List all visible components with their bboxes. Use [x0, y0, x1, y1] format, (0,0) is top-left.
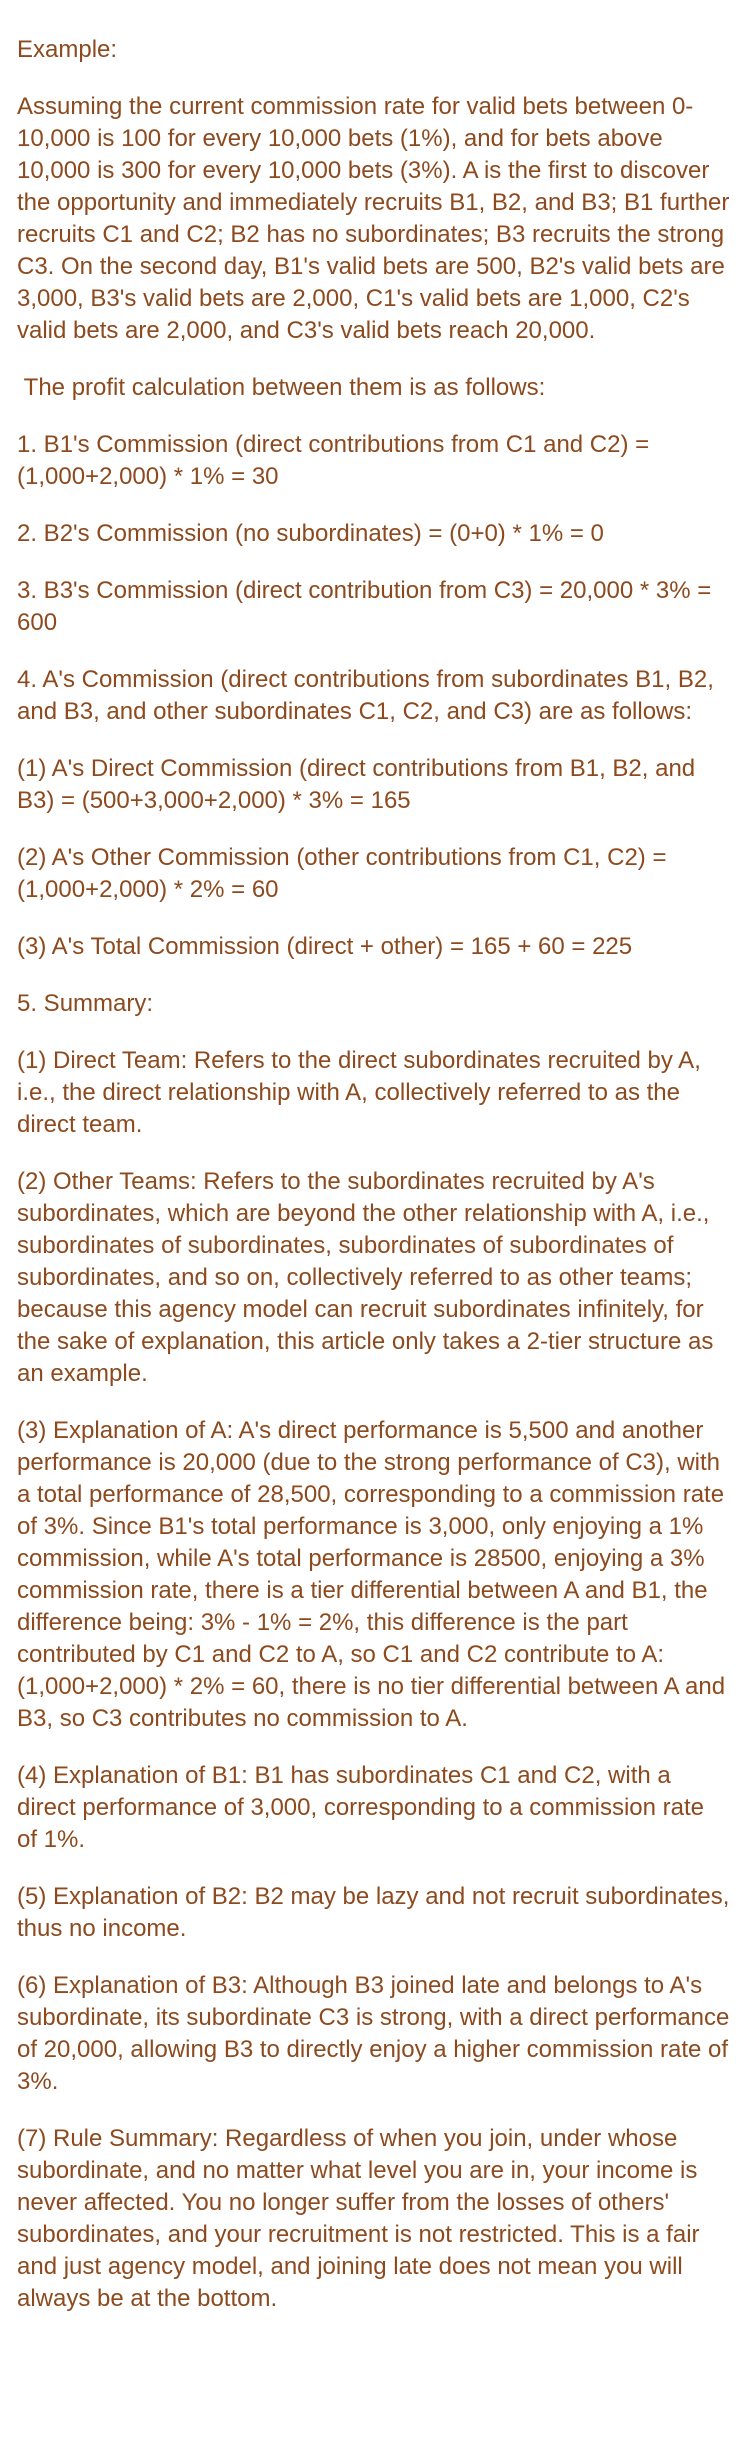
- paragraph: 2. B2's Commission (no subordinates) = (0+0) * 1% = 0: [17, 520, 604, 547]
- paragraph: The profit calculation between them is as follows:: [17, 374, 546, 401]
- document-heading: Example:: [17, 36, 118, 63]
- paragraph: 3. B3's Commission (direct contribution from C3) = 20,000 * 3% = 600: [17, 577, 718, 636]
- document-body: [17, 34, 737, 2315]
- paragraph: (4) Explanation of B1: B1 has subordinates C1 and C2, with a direct performance of 3,000, corresponding to a commission rate of 1%.: [17, 1762, 711, 1853]
- paragraph: (3) Explanation of A: A's direct performance is 5,500 and another performance is 20,000 (due to the strong performance of C3), with a total performance of 28,500, corresponding to a commission rate of 3%. Since B1's total performance is 3,000, only enjoying a 1% commission, while A's total performance is 28500, enjoying a 3% commission rate, there is a tier differential between A and B1, the difference being: 3% - 1% = 2%, this difference is the part contributed by C1 and C2 to A, so C1 and C2 contribute to A: (1,000+2,000) * 2% = 60, there is no tier differential between A and B3, so C3 contributes no commission to A.: [17, 1417, 732, 1732]
- paragraph: (3) A's Total Commission (direct + other) = 165 + 60 = 225: [17, 933, 633, 960]
- paragraph: (2) A's Other Commission (other contributions from C1, C2) = (1,000+2,000) * 2% = 60: [17, 844, 674, 903]
- paragraph: (1) A's Direct Commission (direct contributions from B1, B2, and B3) = (500+3,000+2,000) * 3% = 165: [17, 755, 702, 814]
- paragraph: (2) Other Teams: Refers to the subordinates recruited by A's subordinates, which are beyond the other relationship with A, i.e., subordinates of subordinates, subordinates of subordinates of subordinates, and so on, collectively referred to as other teams; because this agency model can recruit subordinates infinitely, for the sake of explanation, this article only takes a 2-tier structure as an example.: [17, 1168, 721, 1387]
- paragraph: (6) Explanation of B3: Although B3 joined late and belongs to A's subordinate, its subordinate C3 is strong, with a direct performance of 20,000, allowing B3 to directly enjoy a higher commission rate of 3%.: [17, 1972, 737, 2095]
- paragraph: (5) Explanation of B2: B2 may be lazy and not recruit subordinates, thus no income.: [17, 1883, 737, 1942]
- paragraph: 5. Summary:: [17, 990, 154, 1017]
- paragraph: (7) Rule Summary: Regardless of when you join, under whose subordinate, and no matter what level you are in, your income is never affected. You no longer suffer from the losses of others' subordinates, and your recruitment is not restricted. This is a fair and just agency model, and joining late does not mean you will always be at the bottom.: [17, 2125, 707, 2312]
- paragraph: (1) Direct Team: Refers to the direct subordinates recruited by A, i.e., the direct relationship with A, collectively referred to as the direct team.: [17, 1047, 708, 1138]
- paragraph: 1. B1's Commission (direct contributions from C1 and C2) = (1,000+2,000) * 1% = 30: [17, 431, 656, 490]
- paragraph: Assuming the current commission rate for valid bets between 0-10,000 is 100 for every 10,000 bets (1%), and for bets above 10,000 is 300 for every 10,000 bets (3%). A is the first to discover the opportunity and immediately recruits B1, B2, and B3; B1 further recruits C1 and C2; B2 has no subordinates; B3 recruits the strong C3. On the second day, B1's valid bets are 500, B2's valid bets are 3,000, B3's valid bets are 2,000, C1's valid bets are 1,000, C2's valid bets are 2,000, and C3's valid bets reach 20,000.: [17, 93, 737, 344]
- paragraph: 4. A's Commission (direct contributions from subordinates B1, B2, and B3, and other subordinates C1, C2, and C3) are as follows:: [17, 666, 721, 725]
